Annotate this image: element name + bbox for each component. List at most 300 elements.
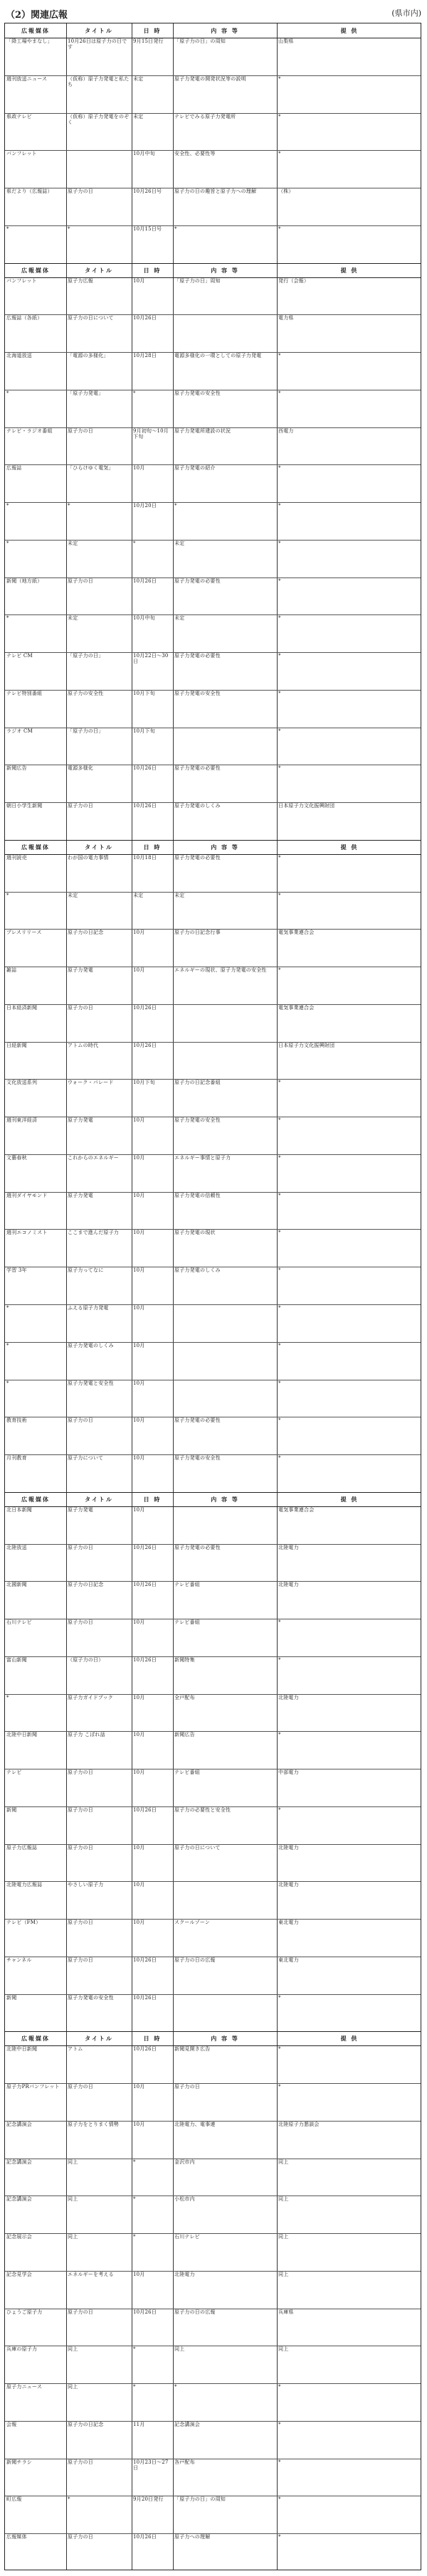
- cell-medium: プレスリリース: [6, 930, 42, 936]
- cell-date: *: [133, 2234, 136, 2240]
- header-title: タイトル: [85, 843, 113, 851]
- cell-title: 原子力の日: [68, 1957, 93, 1963]
- cell-title: 原子力の日: [68, 1417, 93, 1424]
- cell-content: [173, 1881, 277, 1919]
- cell-date: 10月: [133, 1694, 145, 1701]
- cell-medium: 新聞: [6, 1994, 17, 2001]
- cell-title: 原子力ってなに: [68, 1267, 104, 1274]
- cell-title: 原子力の日: [68, 1619, 93, 1626]
- cell-content: [173, 314, 277, 352]
- cell-provider: 同上: [278, 2271, 289, 2277]
- cell-provider: *: [278, 1619, 281, 1626]
- cell-provider: *: [278, 854, 281, 861]
- cell-provider: 東北電力: [278, 1920, 299, 1926]
- section-title: （2）関連広報: [6, 10, 68, 21]
- cell-date: 10月26日: [133, 2046, 157, 2053]
- cell-title: 原子力をとりまく情勢: [68, 2121, 119, 2127]
- cell-date: 11月: [133, 2421, 145, 2427]
- cell-title: 「原子力発電」: [68, 390, 104, 396]
- cell-provider: 電気事業連合会: [278, 1004, 315, 1011]
- header-content: 内 容 等: [211, 2035, 239, 2043]
- cell-medium: 「降工場やまなし」: [6, 38, 53, 44]
- cell-content: 原子力の必要性と安全性: [174, 1806, 231, 1813]
- cell-title: 原子力の日: [68, 1806, 93, 1813]
- cell-title: 原子力の日記念: [68, 2421, 104, 2427]
- cell-title: 原子力の日: [68, 1004, 93, 1011]
- cell-title: 原子力の日: [68, 2534, 93, 2540]
- cell-content: 原子力発電の現状: [174, 1230, 216, 1236]
- cell-title: 原子力ガイドブック: [68, 1694, 113, 1701]
- cell-content: 「原子力の日」の周知: [174, 2496, 226, 2503]
- cell-medium: 記念見学会: [6, 2271, 32, 2277]
- cell-content: 原子力の日: [174, 2084, 200, 2090]
- cell-content: 原子力発電のしくみ: [174, 1267, 221, 1274]
- cell-content: テレビ番組: [174, 1769, 200, 1776]
- cell-date: 10月: [133, 277, 145, 284]
- cell-content: 原子力発電の紹介: [174, 465, 216, 472]
- cell-content: 原子力発電の安全性: [174, 1455, 221, 1462]
- cell-date: 10月26日: [133, 1806, 157, 1813]
- cell-title: *: [68, 2496, 70, 2503]
- cell-provider: *: [278, 1455, 281, 1462]
- cell-medium: 週刊ダイヤモンド: [6, 1192, 48, 1198]
- cell-medium: 広報媒体: [6, 2534, 27, 2540]
- cell-content: 原子力発電の開発状況等の説明: [174, 75, 246, 82]
- cell-title: （仮称）原子力発電をのぞく: [68, 113, 130, 125]
- cell-provider: 北陸電力: [278, 1694, 299, 1701]
- cell-date: 10月26日: [133, 1042, 157, 1048]
- header-title: タイトル: [85, 27, 113, 34]
- cell-content: テレビ番組: [174, 1582, 200, 1588]
- cell-title: ここまで進んだ原子力: [68, 1230, 119, 1236]
- cell-title: 未定: [68, 892, 78, 898]
- cell-date: 10月26日: [133, 1582, 157, 1588]
- cell-content: 原子力の日の広報: [174, 1957, 216, 1963]
- cell-content: 原子力発電の安全性: [174, 1117, 221, 1124]
- cell-provider: 兵庫県: [278, 2309, 294, 2315]
- cell-provider: *: [278, 1154, 281, 1161]
- header-medium: 広報媒体: [21, 266, 50, 274]
- cell-content: [173, 1506, 277, 1544]
- cell-content: エネルギー事情と原子力: [174, 1154, 231, 1161]
- header-provider: 提 供: [340, 1495, 359, 1503]
- cell-title: アトム: [68, 2046, 83, 2053]
- cell-provider: *: [278, 1380, 281, 1386]
- cell-provider: *: [278, 151, 281, 157]
- cell-title: 「電源の多様化」: [68, 353, 109, 359]
- cell-title: これからのエネルギー: [68, 1154, 119, 1161]
- cell-medium: *: [6, 1342, 9, 1348]
- cell-content: 未定: [174, 615, 185, 622]
- cell-date: 10月: [133, 1267, 145, 1274]
- cell-medium: ラジオ CM: [6, 728, 33, 734]
- cell-provider: *: [278, 2384, 281, 2390]
- cell-medium: テレビ・ラジオ番組: [6, 427, 53, 434]
- cell-content: 原子力への理解: [174, 2534, 211, 2540]
- cell-provider: *: [278, 728, 281, 734]
- cell-title: 「ひらけゆく電気」: [68, 465, 114, 472]
- cell-title: 原子力発電: [68, 1192, 93, 1198]
- cell-provider: 北陸電力: [278, 1582, 299, 1588]
- cell-date: 10月下旬: [133, 690, 155, 696]
- cell-title: わが国の電力事情: [68, 854, 109, 861]
- cell-content: 北陸電力: [174, 2271, 195, 2277]
- cell-content: 全戸配布: [174, 1694, 195, 1701]
- cell-medium: 原子力ニュース: [6, 2384, 43, 2390]
- cell-title: 「原子力の日」: [68, 653, 104, 659]
- cell-date: 10月: [133, 930, 145, 936]
- cell-medium: 兵庫の原子力: [6, 2346, 38, 2353]
- cell-date: *: [133, 390, 136, 396]
- header-medium: 広報媒体: [21, 1495, 50, 1503]
- cell-medium: 北陸放送: [6, 1544, 27, 1550]
- cell-content: 各戸配布: [174, 2459, 195, 2465]
- cell-date: 10月: [133, 1417, 145, 1424]
- cell-provider: *: [278, 1267, 281, 1274]
- cell-content: 原子力発電の安全性: [174, 690, 221, 696]
- cell-content: [173, 1042, 277, 1080]
- cell-content: テレビでみる原子力発電所: [174, 113, 236, 119]
- cell-medium: 県だより（広報誌）: [6, 188, 53, 195]
- cell-content: 電源多様化の一環としての原子力発電: [174, 353, 262, 359]
- cell-date: 10月: [133, 1882, 145, 1888]
- cell-date: 10月: [133, 1342, 145, 1348]
- cell-medium: パンフレット: [6, 277, 37, 284]
- header-date: 日 時: [143, 2035, 162, 2043]
- cell-provider: *: [278, 353, 281, 359]
- cell-date: *: [133, 2346, 136, 2353]
- header-content: 内 容 等: [211, 843, 239, 851]
- cell-medium: 北日本新聞: [6, 1506, 32, 1513]
- cell-provider: *: [278, 113, 281, 119]
- cell-title: 原子力の日: [68, 1920, 93, 1926]
- cell-medium: パンフレット: [6, 151, 37, 157]
- cell-provider: *: [278, 1342, 281, 1348]
- cell-medium: 富山新聞: [6, 1656, 27, 1663]
- cell-medium: 北陸中日新聞: [6, 1732, 38, 1738]
- cell-title: 原子力の日: [68, 188, 93, 195]
- cell-date: 10月28日: [133, 353, 157, 359]
- cell-date: 10月: [133, 1732, 145, 1738]
- cell-date: 10月20日: [133, 503, 157, 509]
- cell-medium: 広報誌（各紙）: [6, 315, 43, 321]
- cell-content: 小松市内: [174, 2196, 195, 2203]
- cell-provider: *: [278, 390, 281, 396]
- cell-medium: 月刊教育: [6, 1455, 27, 1462]
- cell-title: エネルギーを考える: [68, 2271, 114, 2277]
- cell-title: 同上: [68, 2346, 78, 2353]
- cell-title: ウォーク・パレード: [68, 1080, 114, 1086]
- cell-date: *: [133, 2196, 136, 2203]
- page-header: [4, 4, 423, 23]
- cell-title: 原子力の日: [68, 2309, 93, 2315]
- cell-medium: チャンネル: [6, 1957, 32, 1963]
- cell-medium: *: [6, 503, 9, 509]
- cell-title: 原子力の日: [68, 803, 93, 809]
- cell-medium: テレビ（FM）: [6, 1920, 41, 1926]
- cell-content: 原子力発電の必要性: [174, 854, 221, 861]
- cell-provider: 電気事業連合会: [278, 930, 315, 936]
- cell-date: 10月: [133, 1230, 145, 1236]
- page: [4, 4, 423, 2572]
- cell-date: 10月: [133, 1455, 145, 1462]
- header-date: 日 時: [143, 843, 162, 851]
- unit-note: (県市内): [391, 9, 421, 18]
- cell-medium: 文化放送系列: [6, 1080, 38, 1086]
- cell-content: スクールゾーン: [174, 1920, 211, 1926]
- cell-date: 10月: [133, 2121, 145, 2127]
- cell-date: 10月26日: [133, 578, 157, 584]
- cell-content: 原子力の日記念行事: [174, 930, 221, 936]
- cell-medium: *: [6, 1694, 9, 1701]
- cell-provider: *: [278, 967, 281, 974]
- cell-medium: 文藝春秋: [6, 1154, 27, 1161]
- cell-medium: 記念講演会: [6, 2121, 32, 2127]
- cell-date: 10月中旬: [133, 151, 155, 157]
- cell-provider: （株）: [278, 188, 294, 195]
- cell-title: 原子力について: [68, 1455, 104, 1462]
- cell-medium: 石川テレビ: [6, 1619, 32, 1626]
- cell-content: 記念講演会: [174, 2421, 200, 2427]
- cell-provider: *: [278, 1417, 281, 1424]
- cell-content: 新聞広告: [174, 1732, 195, 1738]
- cell-content: 原子力発電の必要性: [174, 653, 221, 659]
- header-provider: 提 供: [340, 843, 359, 851]
- cell-medium: 会報: [6, 2421, 17, 2427]
- header-content: 内 容 等: [211, 266, 239, 274]
- cell-title: 原子力発電と安全性: [68, 1380, 114, 1386]
- cell-provider: *: [278, 1732, 281, 1738]
- cell-title: 同上: [68, 2384, 78, 2390]
- cell-date: 10月26日: [133, 1004, 157, 1011]
- cell-title: 10月26日は原子力の日です: [68, 38, 127, 50]
- cell-title: 未定: [68, 540, 78, 546]
- cell-title: 原子力の日について: [68, 315, 114, 321]
- cell-content: *: [174, 225, 177, 232]
- cell-title: ふえる原子力発電: [68, 1305, 109, 1311]
- cell-provider: *: [278, 1656, 281, 1663]
- cell-title: 原子力発電: [68, 1506, 93, 1513]
- cell-title: 同上: [68, 2196, 78, 2203]
- cell-date: *: [133, 2384, 136, 2390]
- cell-provider: *: [278, 540, 281, 546]
- cell-provider: *: [278, 2421, 281, 2427]
- cell-content: 原子力発電の必要性: [174, 1417, 221, 1424]
- cell-content: 未定: [174, 892, 185, 898]
- cell-date: 10月: [133, 967, 145, 974]
- cell-title: 原子力 こぼれ話: [68, 1732, 105, 1738]
- cell-title: 原子力広報: [68, 277, 93, 284]
- cell-title: *: [68, 225, 70, 232]
- cell-provider: *: [278, 465, 281, 472]
- cell-title: （原子力の日）: [68, 1656, 104, 1663]
- cell-medium: 雑誌: [6, 967, 17, 974]
- cell-date: 10月26日: [133, 765, 157, 772]
- cell-content: 原子力発電の安全性: [174, 390, 221, 396]
- cell-content: 原子力発電の必要性: [174, 1544, 221, 1550]
- cell-date: 未定: [133, 113, 144, 119]
- cell-content: 金沢市内: [174, 2159, 195, 2165]
- cell-content: 石川テレビ: [174, 2234, 200, 2240]
- cell-medium: 新聞チラシ: [6, 2459, 32, 2465]
- cell-title: アトムの時代: [68, 1042, 99, 1048]
- cell-title: やさしい原子力: [68, 1882, 104, 1888]
- cell-content: 同上: [174, 2346, 185, 2353]
- cell-provider: *: [278, 1305, 281, 1311]
- cell-provider: *: [278, 2496, 281, 2503]
- cell-content: [173, 1004, 277, 1042]
- cell-provider: *: [278, 892, 281, 898]
- header-date: 日 時: [143, 27, 162, 34]
- cell-medium: 記念講演会: [6, 2159, 32, 2165]
- cell-title: 未定: [68, 615, 78, 622]
- cell-title: 原子力発電のしくみ: [68, 1342, 114, 1348]
- cell-medium: 原子力広報誌: [6, 1844, 38, 1851]
- cell-provider: *: [278, 2534, 281, 2540]
- cell-medium: *: [6, 1305, 9, 1311]
- cell-medium: *: [6, 390, 9, 396]
- cell-medium: *: [6, 225, 9, 232]
- cell-date: 10月22日〜30日: [133, 653, 169, 665]
- cell-provider: *: [278, 1230, 281, 1236]
- cell-medium: 県政テレビ: [6, 113, 32, 119]
- cell-medium: 日経新聞: [6, 1042, 27, 1048]
- cell-title: 原子力の日記念: [68, 1582, 104, 1588]
- cell-title: 原子力の日: [68, 1844, 93, 1851]
- cell-content: 原子力の日の広報: [174, 2309, 216, 2315]
- cell-provider: *: [278, 2046, 281, 2053]
- cell-title: 同上: [68, 2159, 78, 2165]
- cell-title: 原子力発電の安全性: [68, 1994, 114, 2001]
- cell-provider: *: [278, 578, 281, 584]
- cell-date: 10月下旬: [133, 1080, 155, 1086]
- cell-date: *: [133, 540, 136, 546]
- cell-date: 10月中旬: [133, 615, 155, 622]
- cell-medium: 記念講演会: [6, 2196, 32, 2203]
- cell-date: 10月26日: [133, 315, 157, 321]
- cell-date: 10月: [133, 1380, 145, 1386]
- cell-medium: 学習 3年: [6, 1267, 27, 1274]
- cell-title: 原子力の日: [68, 2459, 93, 2465]
- cell-medium: 新聞広告: [6, 765, 27, 772]
- cell-content: 新聞見開き広告: [174, 2046, 211, 2053]
- cell-provider: 北陸電力: [278, 1844, 299, 1851]
- cell-date: 10月: [133, 1117, 145, 1124]
- cell-content: 原子力発電の信頼性: [174, 1192, 221, 1198]
- cell-date: *: [133, 2159, 136, 2165]
- cell-date: 9月20日発行: [133, 2496, 164, 2503]
- cell-date: 10月: [133, 1305, 145, 1311]
- cell-content: 原子力発電所建設の状況: [174, 427, 231, 434]
- cell-date: 10月15日号: [133, 225, 162, 232]
- cell-date: 10月: [133, 1192, 145, 1198]
- cell-provider: 電力県: [278, 315, 294, 321]
- cell-date: 9月15日発行: [133, 38, 164, 44]
- header-date: 日 時: [143, 1495, 162, 1503]
- cell-medium: 朝日小学生新聞: [6, 803, 43, 809]
- cell-date: 未定: [133, 75, 144, 82]
- cell-medium: 記念展示会: [6, 2234, 32, 2240]
- publicity-table: [4, 23, 421, 2570]
- cell-medium: 週刊東洋経済: [6, 1117, 38, 1124]
- cell-provider: *: [278, 2084, 281, 2090]
- cell-provider: 北陸電力: [278, 1544, 299, 1550]
- cell-date: 10月: [133, 1769, 145, 1776]
- cell-medium: 北陸電力広報誌: [6, 1882, 43, 1888]
- cell-content: エネルギーの現状、原子力発電の安全性: [174, 967, 267, 974]
- cell-medium: ひょうご原子力: [6, 2309, 43, 2315]
- cell-date: 10月26日: [133, 1994, 157, 2001]
- cell-provider: *: [278, 765, 281, 772]
- header-title: タイトル: [85, 2035, 113, 2043]
- cell-date: 10月下旬: [133, 728, 155, 734]
- cell-date: 10月26日号: [133, 188, 162, 195]
- cell-provider: *: [278, 75, 281, 82]
- cell-medium: テレビ: [6, 1769, 22, 1776]
- header-content: 内 容 等: [211, 1495, 239, 1503]
- cell-content: [173, 1304, 277, 1342]
- cell-title: 原子力発電: [68, 967, 93, 974]
- cell-medium: 教育技術: [6, 1417, 27, 1424]
- cell-medium: 町広報: [6, 2496, 22, 2503]
- cell-title: [66, 150, 132, 188]
- cell-content: 安全性、必要性等: [174, 151, 216, 157]
- cell-content: テレビ番組: [174, 1619, 200, 1626]
- cell-medium: 新聞（地方紙）: [6, 578, 43, 584]
- cell-medium: 週刊放送ニュース: [6, 75, 48, 82]
- cell-date: 未定: [133, 892, 144, 898]
- cell-title: 原子力の日: [68, 1544, 93, 1550]
- cell-provider: 日本原子力文化振興財団: [278, 803, 335, 809]
- cell-title: 原子力の日: [68, 578, 93, 584]
- cell-provider: 電気事業連合会: [278, 1506, 315, 1513]
- cell-content: 「原子力の日」周知: [174, 277, 221, 284]
- cell-date: 10月: [133, 2271, 145, 2277]
- cell-content: 原子力発電のしくみ: [174, 803, 221, 809]
- cell-medium: 広報誌: [6, 465, 22, 472]
- cell-provider: *: [278, 503, 281, 509]
- header-provider: 提 供: [340, 266, 359, 274]
- cell-date: 10月18日: [133, 854, 157, 861]
- cell-content: 原子力の日記念番組: [174, 1080, 221, 1086]
- cell-medium: テレビ CM: [6, 653, 33, 659]
- cell-medium: 北海道放送: [6, 353, 32, 359]
- cell-provider: *: [278, 1994, 281, 2001]
- cell-date: 10月26日: [133, 2309, 157, 2315]
- cell-provider: 中部電力: [278, 1769, 299, 1776]
- cell-title: 「原子力の日」: [68, 728, 104, 734]
- cell-provider: 山梨県: [278, 38, 294, 44]
- cell-date: 10月: [133, 1154, 145, 1161]
- cell-medium: 北陸中日新聞: [6, 2046, 38, 2053]
- cell-medium: *: [6, 615, 9, 622]
- cell-provider: 同上: [278, 2159, 289, 2165]
- cell-medium: *: [6, 1380, 9, 1386]
- cell-date: 10月: [133, 1920, 145, 1926]
- cell-date: 10月: [133, 1506, 145, 1513]
- header-medium: 広報媒体: [21, 843, 50, 851]
- cell-date: 10月26日: [133, 1957, 157, 1963]
- cell-provider: 北陸電力: [278, 1882, 299, 1888]
- header-medium: 広報媒体: [21, 2035, 50, 2043]
- cell-date: 10月26日: [133, 2534, 157, 2540]
- header-content: 内 容 等: [211, 27, 239, 34]
- cell-provider: *: [278, 1192, 281, 1198]
- cell-title: 同上: [68, 2234, 78, 2240]
- cell-provider: 西電力: [278, 427, 294, 434]
- cell-provider: 北陸原子力懇談会: [278, 2121, 320, 2127]
- cell-content: 原子力の日の趣旨と原子力への理解: [174, 188, 257, 195]
